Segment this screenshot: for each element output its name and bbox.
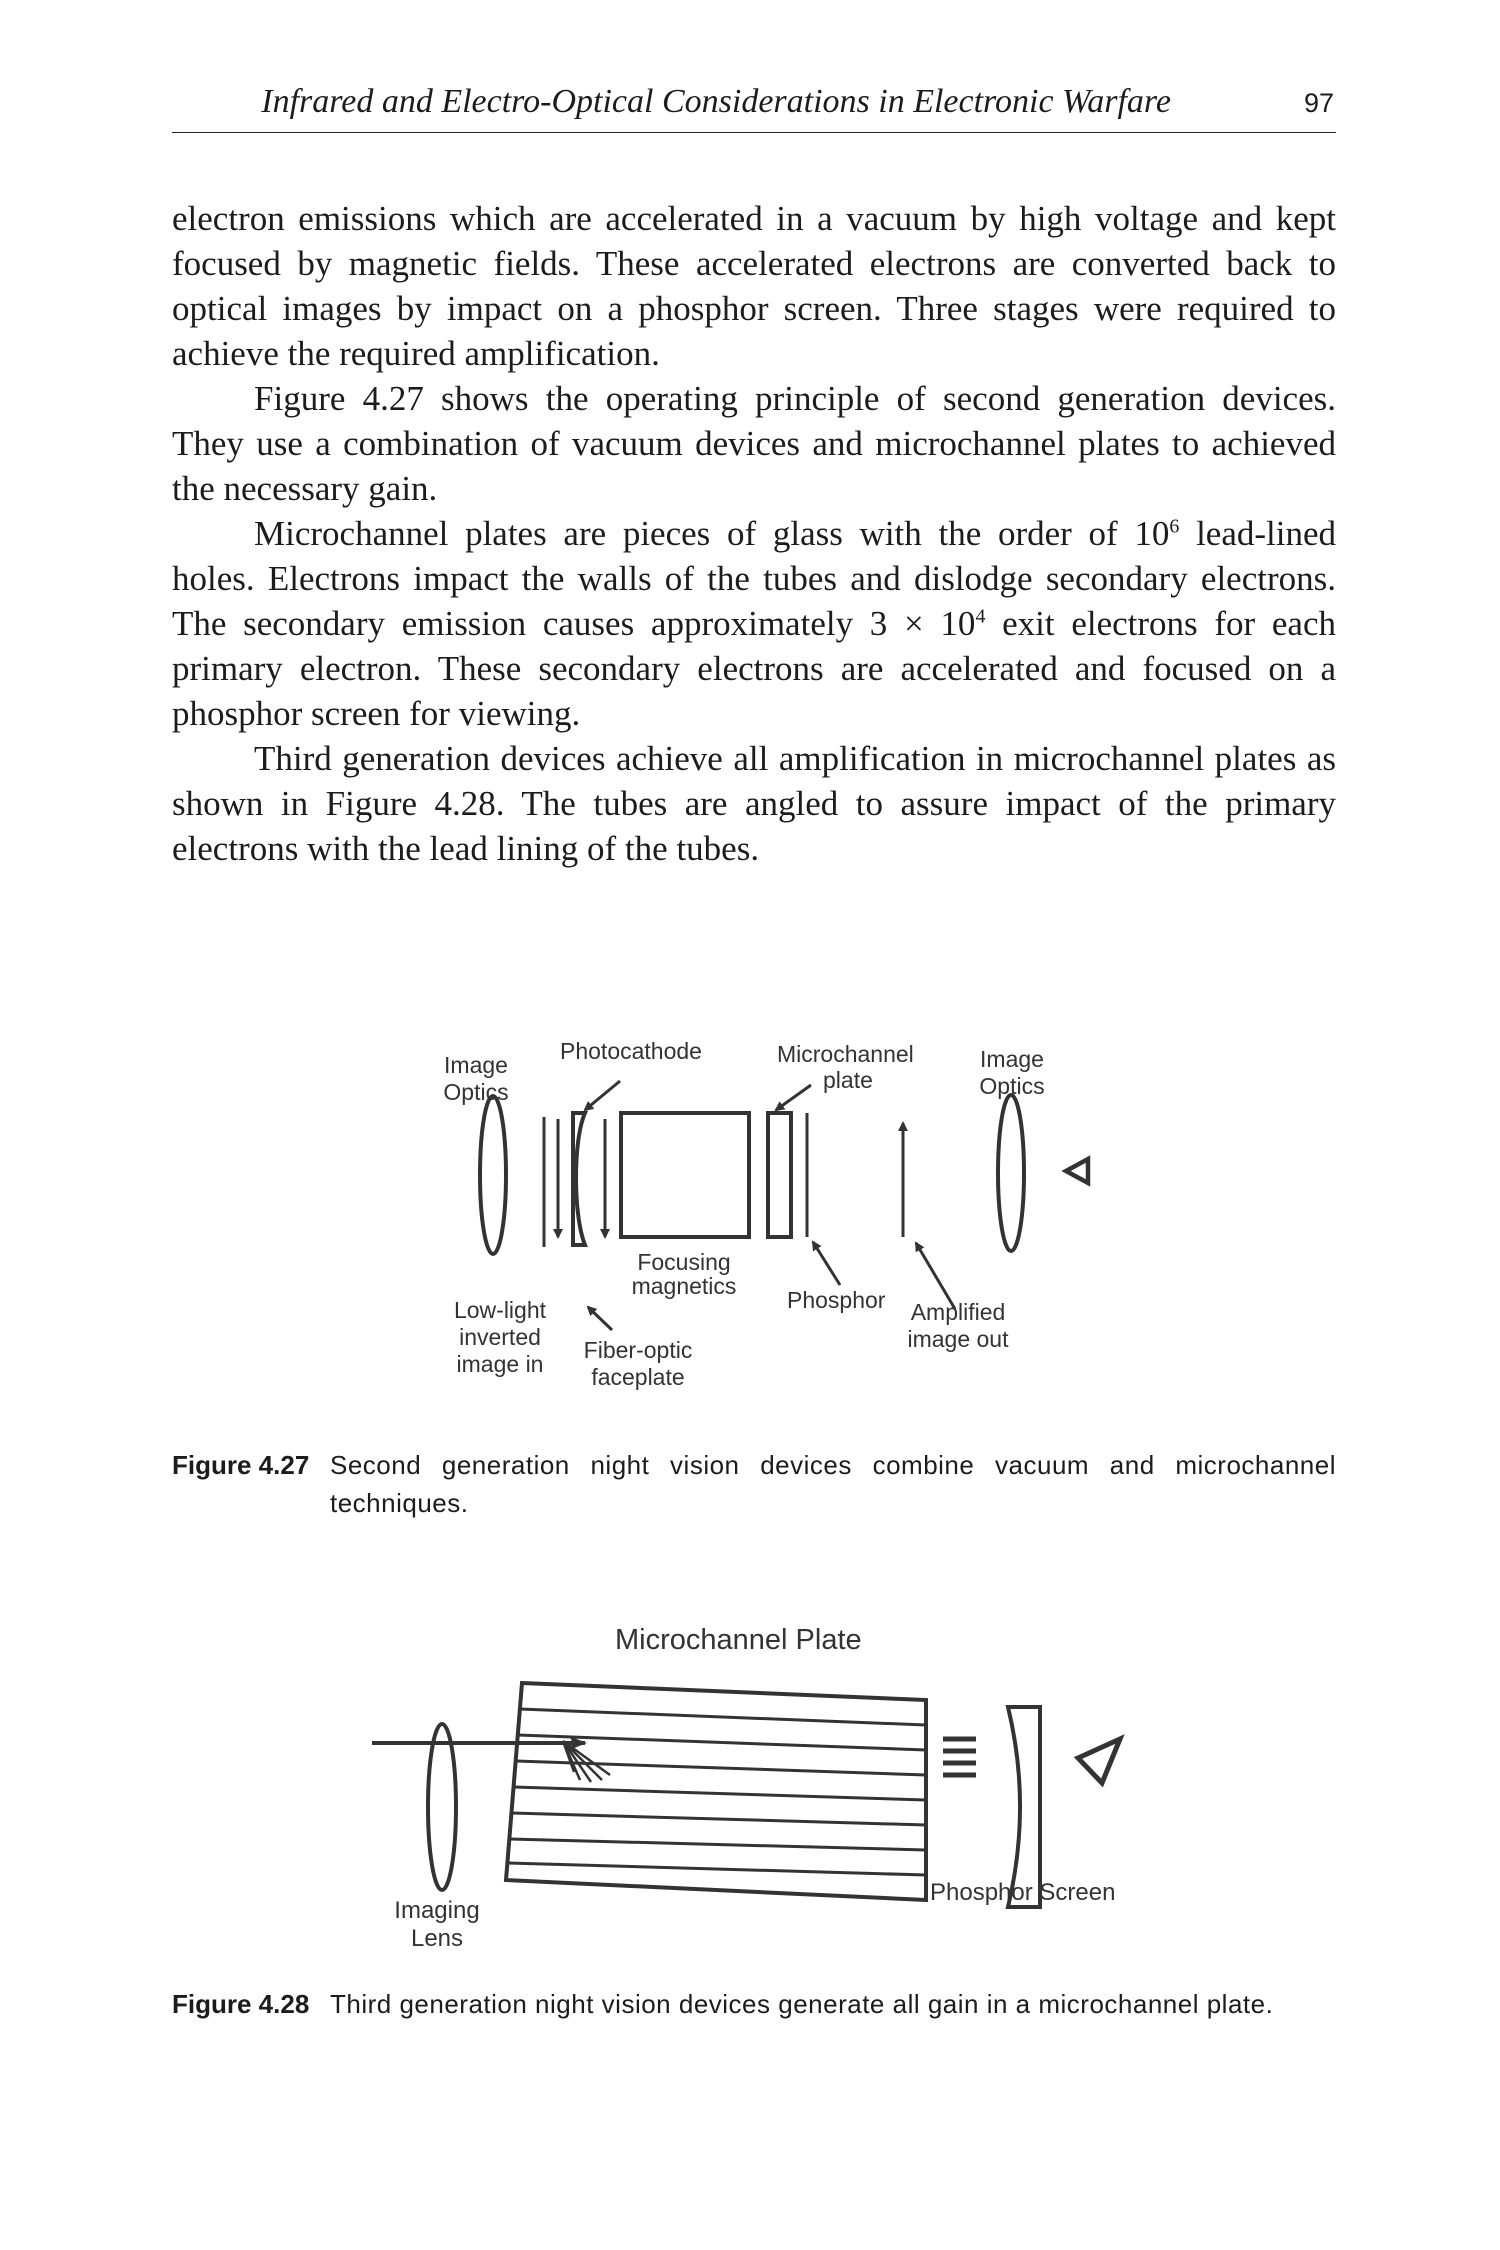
figure-4-28-caption <box>172 1985 1336 2023</box>
figure-4-28-diagram <box>360 1615 1140 1965</box>
microchannel-pointer-arrow <box>776 1085 811 1110</box>
figure-4-27-caption-text: Second generation night vision devices combine vacuum and microchannel techniques. <box>330 1450 1336 1518</box>
running-title: Infrared and Electro-Optical Considerations in Electronic Warfare <box>261 83 1171 120</box>
microchannel-tubes <box>508 1709 926 1875</box>
fiber-pointer-arrow <box>588 1307 612 1330</box>
paragraph-2: Figure 4.27 shows the operating principle of second generation devices. They use a combination of vacuum devices and microchannel plates to achieved the necessary gain. <box>172 379 1336 508</box>
label-microchannel-plate-title: Microchannel Plate <box>615 1624 862 1656</box>
output-electron-lines <box>943 1739 976 1775</box>
left-lens-shape <box>480 1096 506 1254</box>
label-fiber-optic-faceplate: Fiber-optic faceplate <box>583 1337 693 1390</box>
label-amplified-image-out: Amplified image out <box>907 1299 1009 1352</box>
label-phosphor: Phosphor <box>787 1287 886 1313</box>
p3-part-c: exit electrons for each primary electron. These secondary electrons are accelerated and focused on a phosphor screen for viewing. <box>172 604 1336 733</box>
photocathode-pointer-arrow <box>585 1081 620 1110</box>
label-focusing-magnetics: Focusing magnetics <box>631 1249 737 1299</box>
phosphor-pointer-arrow <box>813 1242 840 1285</box>
p3-part-b: lead-lined holes. Electrons impact the walls of the tubes and dislodge secondary electrons. The secondary emission causes approximately 3 × 10 <box>172 514 1336 643</box>
focusing-magnetics-shape <box>621 1113 749 1237</box>
eye-icon-2 <box>1078 1739 1120 1783</box>
p3-exponent-1: 6 <box>1169 515 1180 538</box>
figure-4-27-caption-label: Figure 4.27 <box>172 1450 310 1480</box>
label-image-optics-left: Image Optics <box>443 1052 509 1105</box>
label-lowlight-inverted-image: Low-light inverted image in <box>453 1297 547 1377</box>
figure-4-28-caption-text: Third generation night vision devices generate all gain in a microchannel plate. <box>330 1989 1274 2019</box>
figure-4-27-caption <box>172 1446 1336 1522</box>
photocathode-shape <box>573 1113 585 1245</box>
p3-exponent-2: 4 <box>975 605 986 628</box>
body-text <box>172 196 1336 871</box>
page-number: 97 <box>1303 88 1334 118</box>
figure-4-28-caption-label: Figure 4.28 <box>172 1989 310 2019</box>
phosphor-screen-shape <box>1008 1707 1040 1907</box>
label-image-optics-right: Image Optics <box>979 1046 1045 1099</box>
label-photocathode: Photocathode <box>560 1038 702 1064</box>
paragraph-4: Third generation devices achieve all amplification in microchannel plates as shown in Figure 4.28. The tubes are angled to assure impact of the primary electrons with the lead lining of the tubes. <box>172 739 1336 868</box>
label-imaging-lens: Imaging Lens <box>394 1897 480 1952</box>
eye-icon <box>1066 1159 1088 1183</box>
right-lens-shape <box>998 1095 1024 1251</box>
microchannel-plate-shape <box>768 1113 791 1237</box>
label-phosphor-screen: Phosphor Screen <box>930 1879 1116 1906</box>
secondary-electron-cascade <box>563 1741 610 1782</box>
p3-part-a: Microchannel plates are pieces of glass with the order of 10 <box>254 514 1170 553</box>
running-header <box>172 82 1336 133</box>
paragraph-1: electron emissions which are accelerated in a vacuum by high voltage and kept focused by magnetic fields. These accelerated electrons are converted back to optical images by impact on a phosphor screen. Three stages were required to achieve the required amplification. <box>172 199 1336 373</box>
label-microchannel-plate: Microchannel plate <box>777 1041 914 1093</box>
imaging-lens-shape <box>428 1724 456 1890</box>
figure-4-27-diagram <box>380 1025 1120 1420</box>
paragraph-3 <box>172 511 1336 736</box>
